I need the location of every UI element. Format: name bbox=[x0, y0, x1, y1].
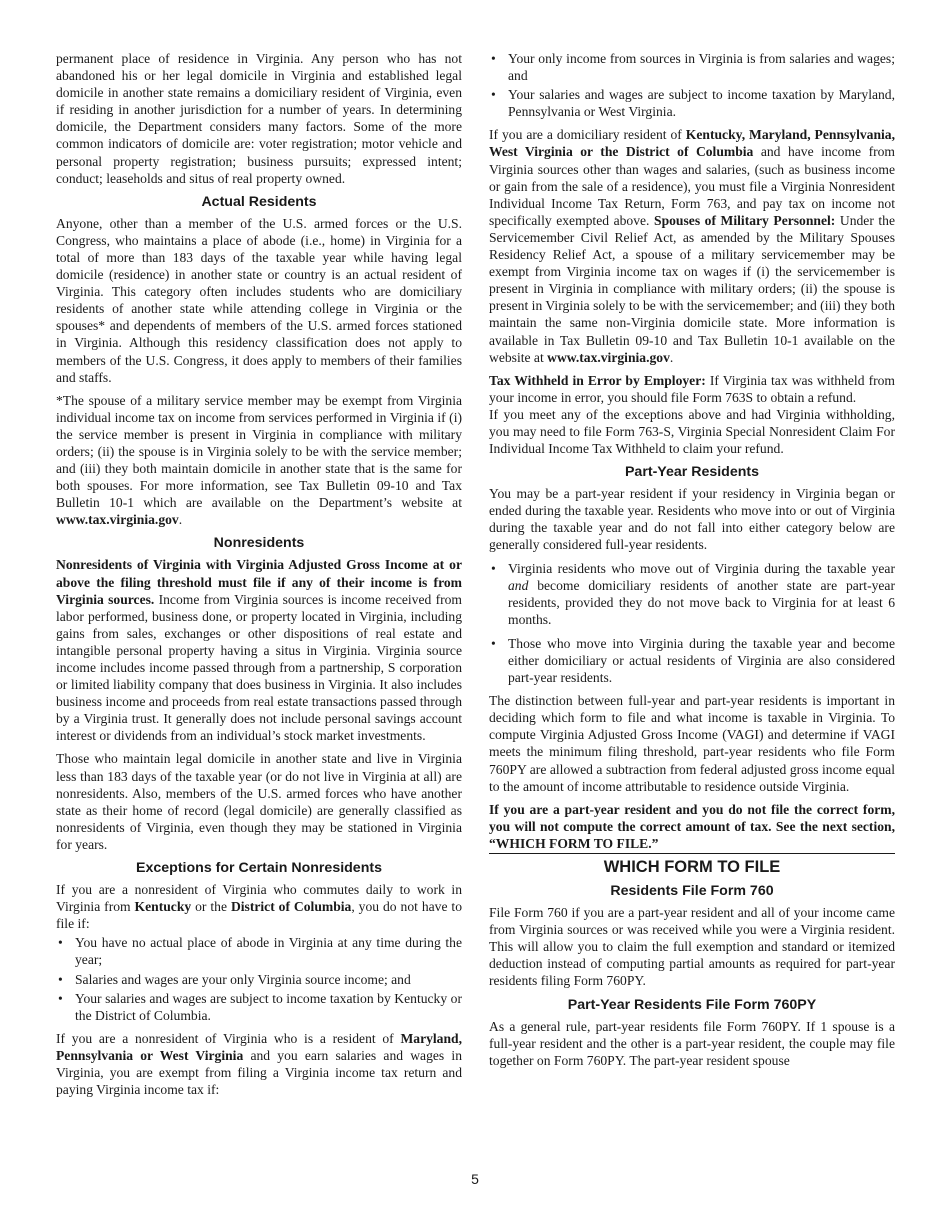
exceptions-paragraph-2 bbox=[56, 1030, 462, 1098]
warning-bold: If you are a part-year resident and you do not file the correct form, you will not compute the correct amount of tax. See the next section, “WHICH FORM TO FILE.” bbox=[489, 801, 895, 851]
right-column bbox=[489, 50, 895, 1075]
text: If you are a domiciliary resident of bbox=[489, 127, 686, 143]
text: If you are a nonresident of Virginia who commutes daily to work in Virginia from bbox=[56, 882, 462, 915]
website-link[interactable]: www.tax.virginia.gov bbox=[56, 512, 179, 528]
list-item: • Those who move into Virginia during the taxable year and become either domiciliary or actual residents of Virginia are also considered part-year residents. bbox=[489, 635, 895, 686]
list-item: • Your only income from sources in Virginia is from salaries and wages; and bbox=[489, 50, 895, 84]
text: become domiciliary residents of another state are part-year residents, provided they do not move back to Virginia for at least 6 months. bbox=[508, 577, 895, 627]
text: and you earn salaries and wages in Virginia, you are exempt from filing a Virginia income tax return and paying Virginia income tax if: bbox=[56, 1047, 462, 1098]
form-760py-heading: Part-Year Residents File Form 760PY bbox=[567, 996, 817, 1013]
military-spouse-text: *The spouse of a military service member may be exempt from Virginia individual income tax on income from services performed in Virginia if (i) the service member is present in Virginia in compliance with military orders; (ii) the spouse is in Virginia solely to be with the service member; and (iii) they both maintain domicile in another state that is the same for both spouses. For more information, see Tax Bulletin 09-10 and Tax Bulletin 10-1 which are available on the Department’s website at bbox=[56, 392, 462, 511]
left-column bbox=[56, 50, 462, 1104]
text: Virginia residents who move out of Virginia during the taxable year bbox=[508, 560, 895, 576]
which-form-heading: WHICH FORM TO FILE bbox=[603, 858, 781, 877]
kentucky-bold: Kentucky bbox=[134, 899, 192, 915]
list-item: • Your salaries and wages are subject to income taxation by Kentucky or the District of Columbia. bbox=[56, 990, 462, 1024]
text: Under the Servicemember Civil Relief Act, as amended by the Military Spouses Residency Relief Act, a spouse of a military servicemember may be exempt from Virginia income tax on wages if (i) the servicemember is present in Virginia in compliance with military orders; (ii) the spouse is present in Virginia solely to be with the servicemember; and (iii) they both maintain the same non-Virginia domicile state. More information is available in Tax Bulletin 09-10 and Tax Bulletin 10-1 available on the website at bbox=[489, 212, 896, 365]
exceptions-paragraph-1 bbox=[56, 881, 462, 932]
form-760-heading: Residents File Form 760 bbox=[610, 883, 774, 900]
form-760py-paragraph: As a general rule, part-year residents file Form 760PY. If 1 spouse is a full-year resident and the other is a part-year resident, the couple may file together on Form 760PY. The part-year resident spouse bbox=[489, 1018, 895, 1068]
nonresidents-paragraph-2: Those who maintain legal domicile in another state and live in Virginia less than 183 days of the taxable year (or do not live in Virginia at all) are nonresidents. Also, members of the U.S. armed forces who have another state as their home of record (legal domicile) are generally classified as nonresidents of Virginia, even though they may be stationed in Virginia for years. bbox=[56, 751, 462, 852]
domiciliary-resident-paragraph bbox=[489, 126, 895, 365]
text: or the bbox=[191, 899, 231, 915]
period: . bbox=[669, 349, 674, 365]
distinction-paragraph: The distinction between full-year and part-year residents is important in deciding which form to file and what income is taxable in Virginia. To compute Virginia Adjusted Gross Income (VAGI) and determine if VAGI meets the minimum filing threshold, part-year residents who file Form 760PY are allowed a subtraction from federal adjusted gross income equal to the amount of income attributable to residence outside Virginia. bbox=[489, 693, 895, 794]
dc-bold: District of Columbia bbox=[230, 899, 352, 915]
states-bold: Maryland, Pennsylvania or West Virginia bbox=[56, 1030, 462, 1063]
website-link[interactable]: www.tax.virginia.gov bbox=[547, 349, 670, 365]
list-item: • Your salaries and wages are subject to income taxation by Maryland, Pennsylvania or West Virginia. bbox=[489, 86, 895, 120]
and-italic: and bbox=[508, 577, 529, 593]
actual-residents-paragraph: Anyone, other than a member of the U.S. armed forces or the U.S. Congress, who maintains a place of abode (i.e., home) in Virginia for a total of more than 183 days of the taxable year while having legal domicile (residence) in another state or country is an actual resident of Virginia. This category often includes students who are domiciliary residents of another state while attending college in Virginia or the spouses* and dependents of members of the U.S. armed forces stationed in Virginia. Although this residency classification does not apply to members of the U.S. Congress, it does apply to members of their families and staffs. bbox=[56, 215, 462, 385]
nonresidents-heading: Nonresidents bbox=[213, 535, 305, 552]
nonresidents-paragraph bbox=[56, 556, 462, 744]
form-760-paragraph: File Form 760 if you are a part-year resident and all of your income came from Virginia sources or was received while you were a Virginia resident. This will allow you to claim the full exemption and standard or itemized deduction instead of computing partial amounts as required for part-year residents filing Form 760PY. bbox=[489, 905, 895, 989]
domicile-paragraph: permanent place of residence in Virginia. Any person who has not abandoned his or her legal domicile in Virginia and established legal domicile in another state remains a domiciliary resident of Virginia, even if residing in another jurisdiction for a number of years. In determining domicile, the Department considers many factors. Some of the more common indicators of domicile are: voter registration; motor vehicle and personal property registration; business pursuits; expressed intent; conduct; leaseholds and situs of real property owned. bbox=[56, 51, 462, 186]
text: , you do not have to file if: bbox=[56, 899, 463, 932]
part-year-residents-heading: Part-Year Residents bbox=[624, 464, 760, 481]
part-year-paragraph: You may be a part-year resident if your residency in Virginia began or ended during the taxable year. Residents who move into or out of Virginia during the taxable year and do not fall into either category below are generally considered full-year residents. bbox=[489, 486, 895, 553]
tax-withheld-bold: Tax Withheld in Error by Employer: bbox=[489, 372, 706, 388]
exemption-conditions-list bbox=[489, 50, 895, 120]
states-bold: Kentucky, Maryland, Pennsylvania, West Virginia or the District of Columbia bbox=[489, 127, 895, 160]
list-item bbox=[489, 560, 895, 628]
correct-form-warning bbox=[489, 801, 895, 854]
military-spouses-bold: Spouses of Military Personnel: bbox=[654, 212, 836, 228]
period: . bbox=[178, 512, 183, 528]
tax-withheld-paragraph bbox=[489, 372, 895, 406]
list-item: • Salaries and wages are your only Virginia source income; and bbox=[56, 971, 462, 988]
nonresidents-text: Income from Virginia sources is income received from labor performed, business done, or property located in Virginia, including gains from sales, exchanges or other dispositions of real estate and intangible personal property having a situs in Virginia. Virginia source income includes income passed through from a partnership, S corporation or limited liability company that does business in Virginia. It also includes business income and proceeds from real estate transactions passed through by a Virginia trust. It generally does not include personal savings account interest or dividends from an individual’s stock market investments. bbox=[56, 591, 463, 744]
exceptions-heading: Exceptions for Certain Nonresidents bbox=[136, 860, 382, 877]
part-year-list bbox=[489, 560, 895, 687]
text: If you are a nonresident of Virginia who is a resident of bbox=[56, 1030, 401, 1046]
military-spouse-paragraph bbox=[56, 392, 462, 529]
page-number: 5 bbox=[471, 1171, 479, 1187]
text: If Virginia tax was withheld from your income in error, you should file Form 763S to obtain a refund. bbox=[489, 372, 895, 405]
exceptions-list bbox=[56, 934, 462, 1023]
list-item: • You have no actual place of abode in Virginia at any time during the year; bbox=[56, 934, 462, 968]
nonresidents-bold-text: Nonresidents of Virginia with Virginia Adjusted Gross Income at or above the filing threshold must file if any of their income is from Virginia sources. bbox=[56, 557, 462, 607]
actual-residents-heading: Actual Residents bbox=[201, 193, 317, 210]
withholding-paragraph: If you meet any of the exceptions above and had Virginia withholding, you may need to file Form 763-S, Virginia Special Nonresident Claim For Individual Income Tax Withheld to claim your refund. bbox=[489, 406, 895, 457]
text: and have income from Virginia sources other than wages and salaries, (such as business income or gain from the sale of a residence), you must file a Virginia Nonresident Individual Income Tax Return, Form 763, and pay tax on income not specifically exempted above. bbox=[489, 144, 895, 228]
